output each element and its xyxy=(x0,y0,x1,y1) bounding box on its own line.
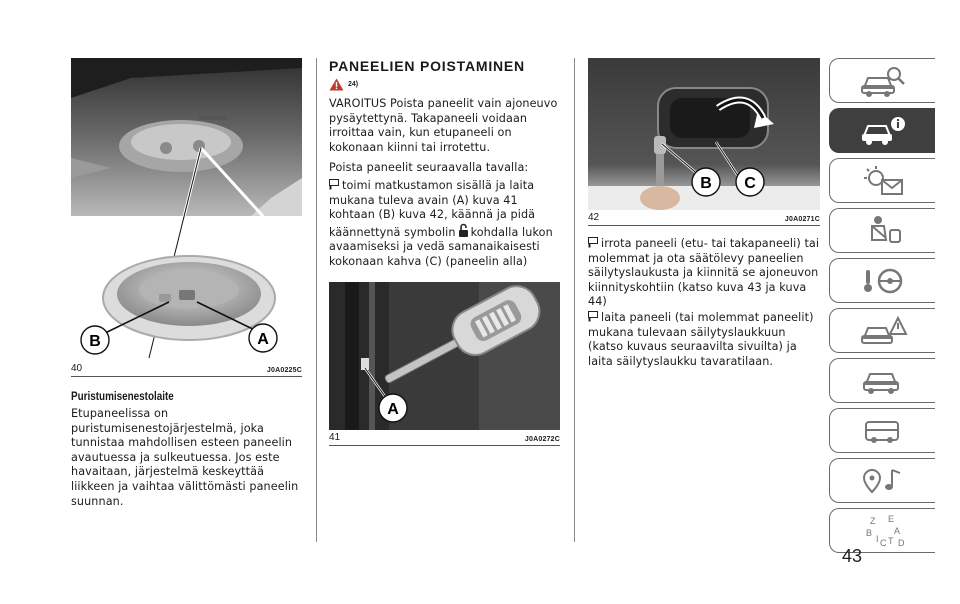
column-1 xyxy=(71,58,302,509)
step-1-text-b: kohdalla lukon avaamiseksi ja vedä samanaikaisesti kokonaan kahva (C) (paneelin alla) xyxy=(329,225,553,268)
section-heading: PANEELIEN POISTAMINEN xyxy=(329,58,525,74)
tab-maintenance[interactable] xyxy=(829,358,935,403)
step-3-text: laita paneeli (tai molemmat paneelit) mukana tulevaan säilytyslaukkuun (katso kuvaus seuraavilta sivuilta) ja laita säilytyslaukku tavaratilaan. xyxy=(588,310,814,368)
tab-safety[interactable] xyxy=(829,208,935,253)
column-divider-1 xyxy=(316,58,317,542)
figure-40-number: 40 xyxy=(71,363,83,374)
warning-lights-icon xyxy=(858,164,908,198)
figure-42-number: 42 xyxy=(588,212,600,223)
page-number: 43 xyxy=(842,546,863,566)
svg-text:Z: Z xyxy=(869,515,875,526)
figure-40-caption xyxy=(71,361,302,377)
figure-40-label-b xyxy=(81,326,109,354)
figure-40-label-a xyxy=(249,324,277,352)
bullet-icon xyxy=(588,311,598,322)
tab-dashboard[interactable] xyxy=(829,158,935,203)
seat-safety-icon xyxy=(858,214,908,248)
svg-text:B: B xyxy=(700,175,712,192)
step-2 xyxy=(588,236,820,310)
svg-text:B: B xyxy=(89,333,101,350)
svg-text:D: D xyxy=(897,537,904,548)
tab-multimedia[interactable] xyxy=(829,458,935,503)
steering-start-icon xyxy=(858,264,908,298)
car-emergency-icon xyxy=(858,314,908,348)
step-1 xyxy=(329,178,560,270)
figure-41-code: J0A0272C xyxy=(524,435,560,443)
car-search-icon xyxy=(858,64,908,98)
svg-text:A: A xyxy=(893,525,900,536)
svg-text:C: C xyxy=(879,537,886,548)
column-3 xyxy=(588,58,820,369)
anti-pinch-paragraph: Etupaneelissa on puristumisenestojärjestelmä, joka tunnistaa mahdollisen esteen paneelin avautuessa ja sulkeutuessa. Jos este havaitaan, järjestelmä keskeyttää liikkeen ja vaihtaa välittömästi paneelin suunnan. xyxy=(71,407,299,508)
figure-41-number: 41 xyxy=(329,431,341,443)
tab-controls[interactable] xyxy=(829,108,935,153)
warning-paragraph: VAROITUS Poista paneelit vain ajoneuvo pysäytettynä. Takapaneeli voidaan irroittaa vain, kun etupaneeli on kokonaan kiinni tai irrotettu. xyxy=(329,97,558,154)
column-2 xyxy=(329,58,560,446)
technical-data-icon xyxy=(858,414,908,448)
column-divider-2 xyxy=(574,58,575,542)
step-3 xyxy=(588,310,820,369)
svg-text:I: I xyxy=(875,533,879,544)
multimedia-icon xyxy=(858,464,908,498)
figure-42 xyxy=(588,58,820,210)
intro-paragraph: Poista paneelit seuraavalla tavalla: xyxy=(329,161,529,175)
bullet-icon xyxy=(329,179,339,190)
figure-42-caption xyxy=(588,210,820,226)
svg-text:B: B xyxy=(865,527,872,538)
chapter-tabs xyxy=(829,58,935,558)
figure-41-label-a xyxy=(379,394,407,422)
tab-starting-driving[interactable] xyxy=(829,258,935,303)
bullet-icon xyxy=(588,237,598,248)
step-1-text-a: toimi matkustamon sisällä ja laita mukana tuleva avain (A) kuva 41 kohtaan (B) kuva 42, käännä ja pidä käännettynä symbolin xyxy=(329,178,536,239)
figure-42-label-c xyxy=(736,168,764,196)
step-2-text: irrota paneeli (etu- tai takapaneeli) tai molemmat ja ota säätölevy paneelien säilytyslaukusta ja kiinnitä se ajoneuvon kiinnityskohtiin (katso kuva 43 ja kuva 44) xyxy=(588,237,820,309)
figure-42-code: J0A0271C xyxy=(784,216,820,223)
lock-open-icon xyxy=(458,223,469,238)
subheading-anti-pinch: Puristumisenestolaite xyxy=(71,391,174,403)
figure-40-image xyxy=(71,58,302,361)
figure-40 xyxy=(71,58,302,361)
figure-42-label-b xyxy=(692,168,720,196)
car-maintenance-icon xyxy=(858,364,908,398)
tab-getting-to-know[interactable] xyxy=(829,58,935,103)
figure-42-image xyxy=(588,58,820,210)
svg-text:T: T xyxy=(887,535,893,546)
tab-emergency[interactable] xyxy=(829,308,935,353)
tab-technical-data[interactable] xyxy=(829,408,935,453)
index-icon xyxy=(858,512,908,550)
warning-ref-number: 24) xyxy=(348,81,359,88)
figure-41-caption xyxy=(329,430,560,446)
svg-text:A: A xyxy=(257,331,269,348)
warning-triangle-icon xyxy=(329,78,344,91)
figure-41-image xyxy=(329,282,560,430)
figure-41 xyxy=(329,282,560,430)
warning-reference xyxy=(329,78,560,91)
svg-text:C: C xyxy=(744,175,756,192)
svg-text:A: A xyxy=(387,400,399,418)
svg-text:E: E xyxy=(887,513,894,524)
figure-40-code: J0A0225C xyxy=(266,367,302,374)
car-info-icon xyxy=(858,114,908,148)
